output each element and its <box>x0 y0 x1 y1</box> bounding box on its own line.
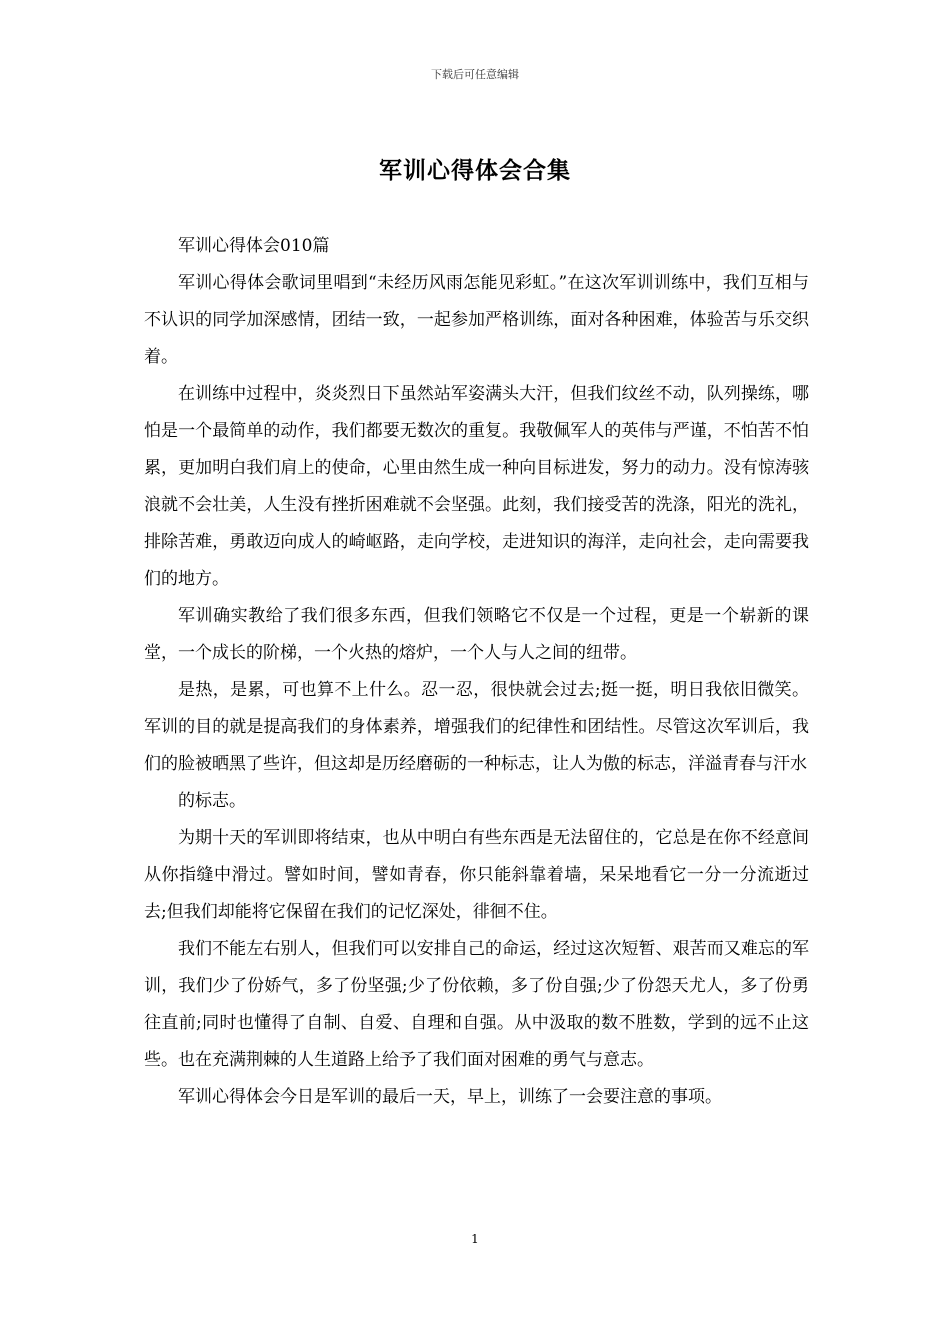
paragraph: 军训心得体会歌词里唱到“未经历风雨怎能见彩虹。”在这次军训训练中，我们互相与不认识的同学加深感情，团结一致，一起参加严格训练，面对各种困难，体验苦与乐交织着。 <box>144 273 809 367</box>
paragraph: 为期十天的军训即将结束，也从中明白有些东西是无法留住的，它总是在你不经意间从你指缝中滑过。譬如时间，譬如青春，你只能斜靠着墙，呆呆地看它一分一分流逝过去;但我们却能将它保留在我们的记忆深处，徘徊不住。 <box>144 828 809 922</box>
document-body <box>144 228 809 1116</box>
paragraph: 军训确实教给了我们很多东西，但我们领略它不仅是一个过程，更是一个崭新的课堂，一个成长的阶梯，一个火热的熔炉，一个人与人之间的纽带。 <box>144 606 809 663</box>
paragraph-subtitle: 军训心得体会010篇 <box>178 236 330 256</box>
paragraph: 的标志。 <box>178 791 246 811</box>
page-number: 1 <box>471 1232 479 1246</box>
paragraph: 在训练中过程中，炎炎烈日下虽然站军姿满头大汗，但我们纹丝不动，队列操练，哪怕是一个最简单的动作，我们都要无数次的重复。我敬佩军人的英伟与严谨，不怕苦不怕累，更加明白我们肩上的使命，心里由然生成一种向目标进发，努力的动力。没有惊涛骇浪就不会壮美，人生没有挫折困难就不会坚强。此刻，我们接受苦的洗涤，阳光的洗礼，排除苦难，勇敢迈向成人的崎岖路，走向学校，走进知识的海洋，走向社会，走向需要我们的地方。 <box>144 384 809 589</box>
header-note: 下载后可任意编辑 <box>431 68 519 81</box>
document-title: 军训心得体会合集 <box>379 157 571 184</box>
paragraph: 我们不能左右别人，但我们可以安排自己的命运，经过这次短暂、艰苦而又难忘的军训，我们少了份娇气，多了份坚强;少了份依赖，多了份自强;少了份怨天尤人，多了份勇往直前;同时也懂得了自制、自爱、自理和自强。从中汲取的数不胜数，学到的远不止这些。也在充满荆棘的人生道路上给予了我们面对困难的勇气与意志。 <box>144 939 809 1070</box>
paragraph: 军训心得体会今日是军训的最后一天，早上，训练了一会要注意的事项。 <box>178 1087 722 1107</box>
paragraph: 是热，是累，可也算不上什么。忍一忍，很快就会过去;挺一挺，明日我依旧微笑。军训的目的就是提高我们的身体素养，增强我们的纪律性和团结性。尽管这次军训后，我们的脸被晒黑了些许，但这却是历经磨砺的一种标志，让人为傲的标志，洋溢青春与汗水 <box>144 680 809 774</box>
